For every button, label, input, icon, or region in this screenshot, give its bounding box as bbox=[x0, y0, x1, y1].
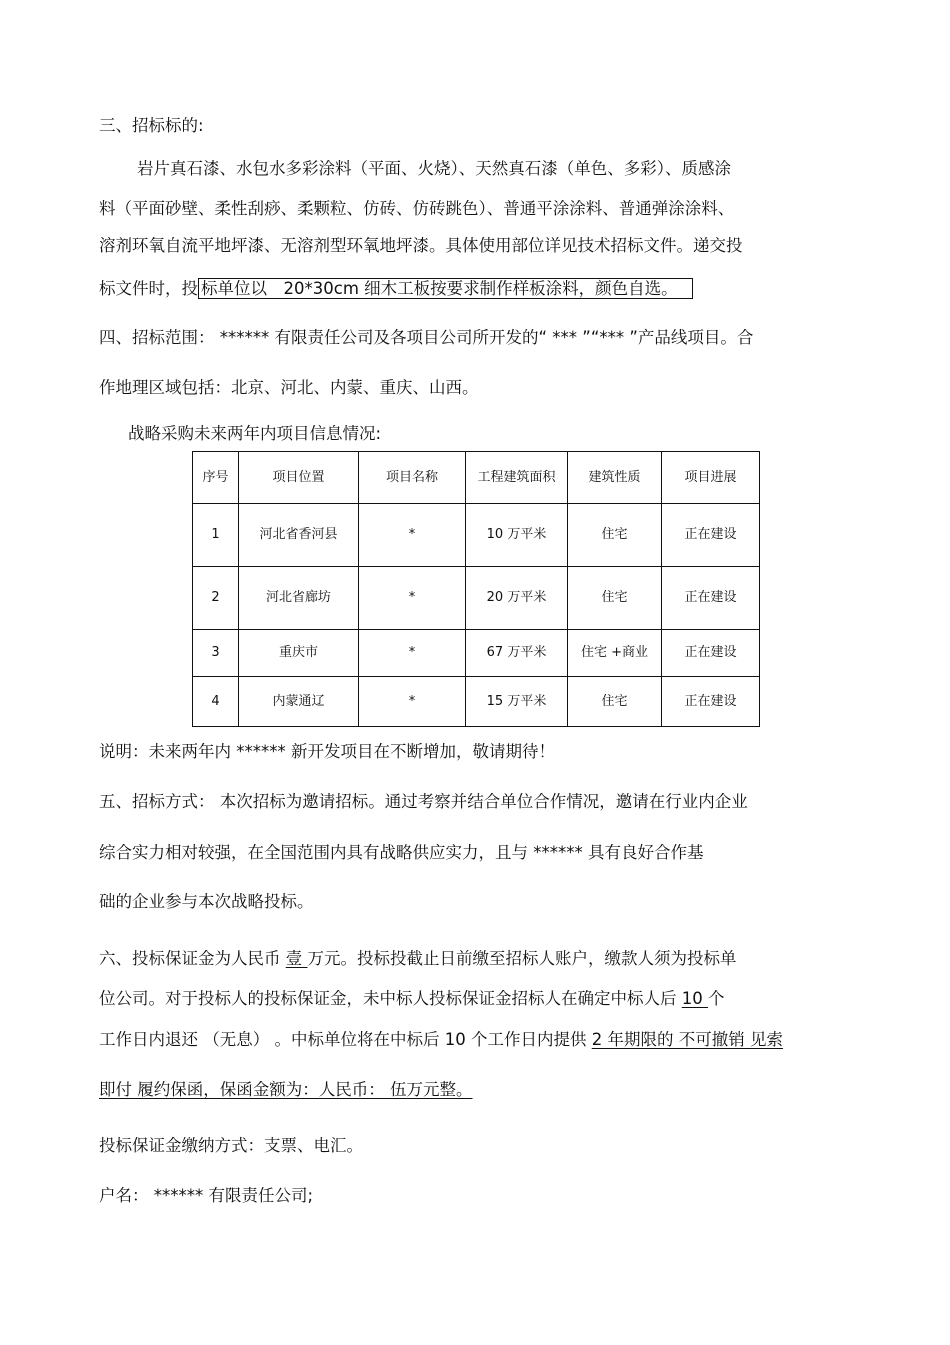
table-header-row bbox=[193, 452, 760, 504]
cell: 住宅 bbox=[568, 504, 662, 567]
table-row bbox=[193, 677, 760, 727]
header-name: 项目名称 bbox=[359, 452, 466, 504]
section5-line-2: 综合实力相对较强，在全国范围内具有战略供应实力，且与 ****** 具有良好合作基 bbox=[99, 843, 704, 862]
cell: 正在建设 bbox=[662, 630, 760, 677]
section6-line-3 bbox=[99, 1030, 783, 1050]
section4-line-1: 四、招标范围： ****** 有限责任公司及各项目公司所开发的“ *** ”“*** ”产品线项目。合 bbox=[99, 328, 754, 347]
section3-line-4 bbox=[99, 279, 693, 299]
cell: * bbox=[359, 630, 466, 677]
project-table bbox=[192, 451, 760, 727]
header-type: 建筑性质 bbox=[568, 452, 662, 504]
guarantee-terms: 2 年期限的 不可撤销 见索 bbox=[591, 1030, 783, 1049]
section3-line-2: 料（平面砂壁、柔性刮痧、柔颗粒、仿砖、仿砖跳色）、普通平涂涂料、普通弹涂涂料、 bbox=[99, 199, 735, 218]
cell: 1 bbox=[193, 504, 239, 567]
cell: 内蒙通辽 bbox=[239, 677, 359, 727]
cell: 住宅 bbox=[568, 567, 662, 630]
deposit-text-a: 六、投标保证金为人民币 bbox=[99, 949, 286, 968]
guarantee-amount: 即付 履约保函，保函金额为：人民币： 伍万元整。 bbox=[99, 1080, 473, 1099]
cell: 正在建设 bbox=[662, 504, 760, 567]
cell: 重庆市 bbox=[239, 630, 359, 677]
section5-line-3: 础的企业参与本次战略投标。 bbox=[99, 892, 314, 911]
section3-line-1: 岩片真石漆、水包水多彩涂料（平面、火烧）、天然真石漆（单色、多彩）、质感涂 bbox=[137, 159, 731, 178]
header-index: 序号 bbox=[193, 452, 239, 504]
section5-line-1: 五、招标方式： 本次招标为邀请招标。通过考察并结合单位合作情况，邀请在行业内企业 bbox=[99, 792, 748, 811]
account-name: 户名： ****** 有限责任公司; bbox=[99, 1186, 314, 1205]
cell: 2 bbox=[193, 567, 239, 630]
cell: 10 万平米 bbox=[466, 504, 568, 567]
refund-text-a: 位公司。对于投标人的投标保证金，未中标人投标保证金招标人在确定中标人后 bbox=[99, 989, 682, 1008]
section3-line-3: 溶剂环氧自流平地坪漆、无溶剂型环氧地坪漆。具体使用部位详见技术招标文件。递交投 bbox=[99, 236, 743, 255]
refund-days: 10 bbox=[681, 989, 708, 1008]
table-row bbox=[193, 567, 760, 630]
cell: 4 bbox=[193, 677, 239, 727]
deposit-amount: 壹 bbox=[285, 949, 308, 968]
refund-text-b: 个 bbox=[708, 989, 725, 1008]
table-intro: 战略采购未来两年内项目信息情况: bbox=[128, 424, 382, 443]
table-row bbox=[193, 504, 760, 567]
payment-method: 投标保证金缴纳方式：支票、电汇。 bbox=[99, 1136, 363, 1155]
table-row bbox=[193, 630, 760, 677]
section6-line-4 bbox=[99, 1080, 473, 1100]
cell: 67 万平米 bbox=[466, 630, 568, 677]
section3-title: 三、招标标的: bbox=[99, 116, 204, 135]
section4-line-2: 作地理区域包括：北京、河北、内蒙、重庆、山西。 bbox=[99, 378, 479, 397]
section6-line-2 bbox=[99, 989, 725, 1009]
note: 说明：未来两年内 ****** 新开发项目在不断增加，敬请期待！ bbox=[99, 742, 555, 761]
header-location: 项目位置 bbox=[239, 452, 359, 504]
cell: 住宅 bbox=[568, 677, 662, 727]
cell: 住宅 +商业 bbox=[568, 630, 662, 677]
cell: 15 万平米 bbox=[466, 677, 568, 727]
cell: 20 万平米 bbox=[466, 567, 568, 630]
cell: 河北省廊坊 bbox=[239, 567, 359, 630]
cell: 3 bbox=[193, 630, 239, 677]
cell: * bbox=[359, 567, 466, 630]
guarantee-text-a: 工作日内退还 （无息） 。中标单位将在中标后 10 个工作日内提供 bbox=[99, 1030, 592, 1049]
cell: 河北省香河县 bbox=[239, 504, 359, 567]
cell: * bbox=[359, 504, 466, 567]
cell: * bbox=[359, 677, 466, 727]
deposit-text-b: 万元。投标投截止日前缴至招标人账户，缴款人须为投标单 bbox=[307, 949, 737, 968]
header-progress: 项目进展 bbox=[662, 452, 760, 504]
section3-line-4-prefix: 标文件时，投 bbox=[99, 279, 198, 298]
header-area: 工程建筑面积 bbox=[466, 452, 568, 504]
cell: 正在建设 bbox=[662, 677, 760, 727]
sample-requirement-box: 标单位以 20*30cm 细木工板按要求制作样板涂料，颜色自选。 bbox=[198, 278, 693, 299]
cell: 正在建设 bbox=[662, 567, 760, 630]
section6-line-1 bbox=[99, 949, 737, 969]
